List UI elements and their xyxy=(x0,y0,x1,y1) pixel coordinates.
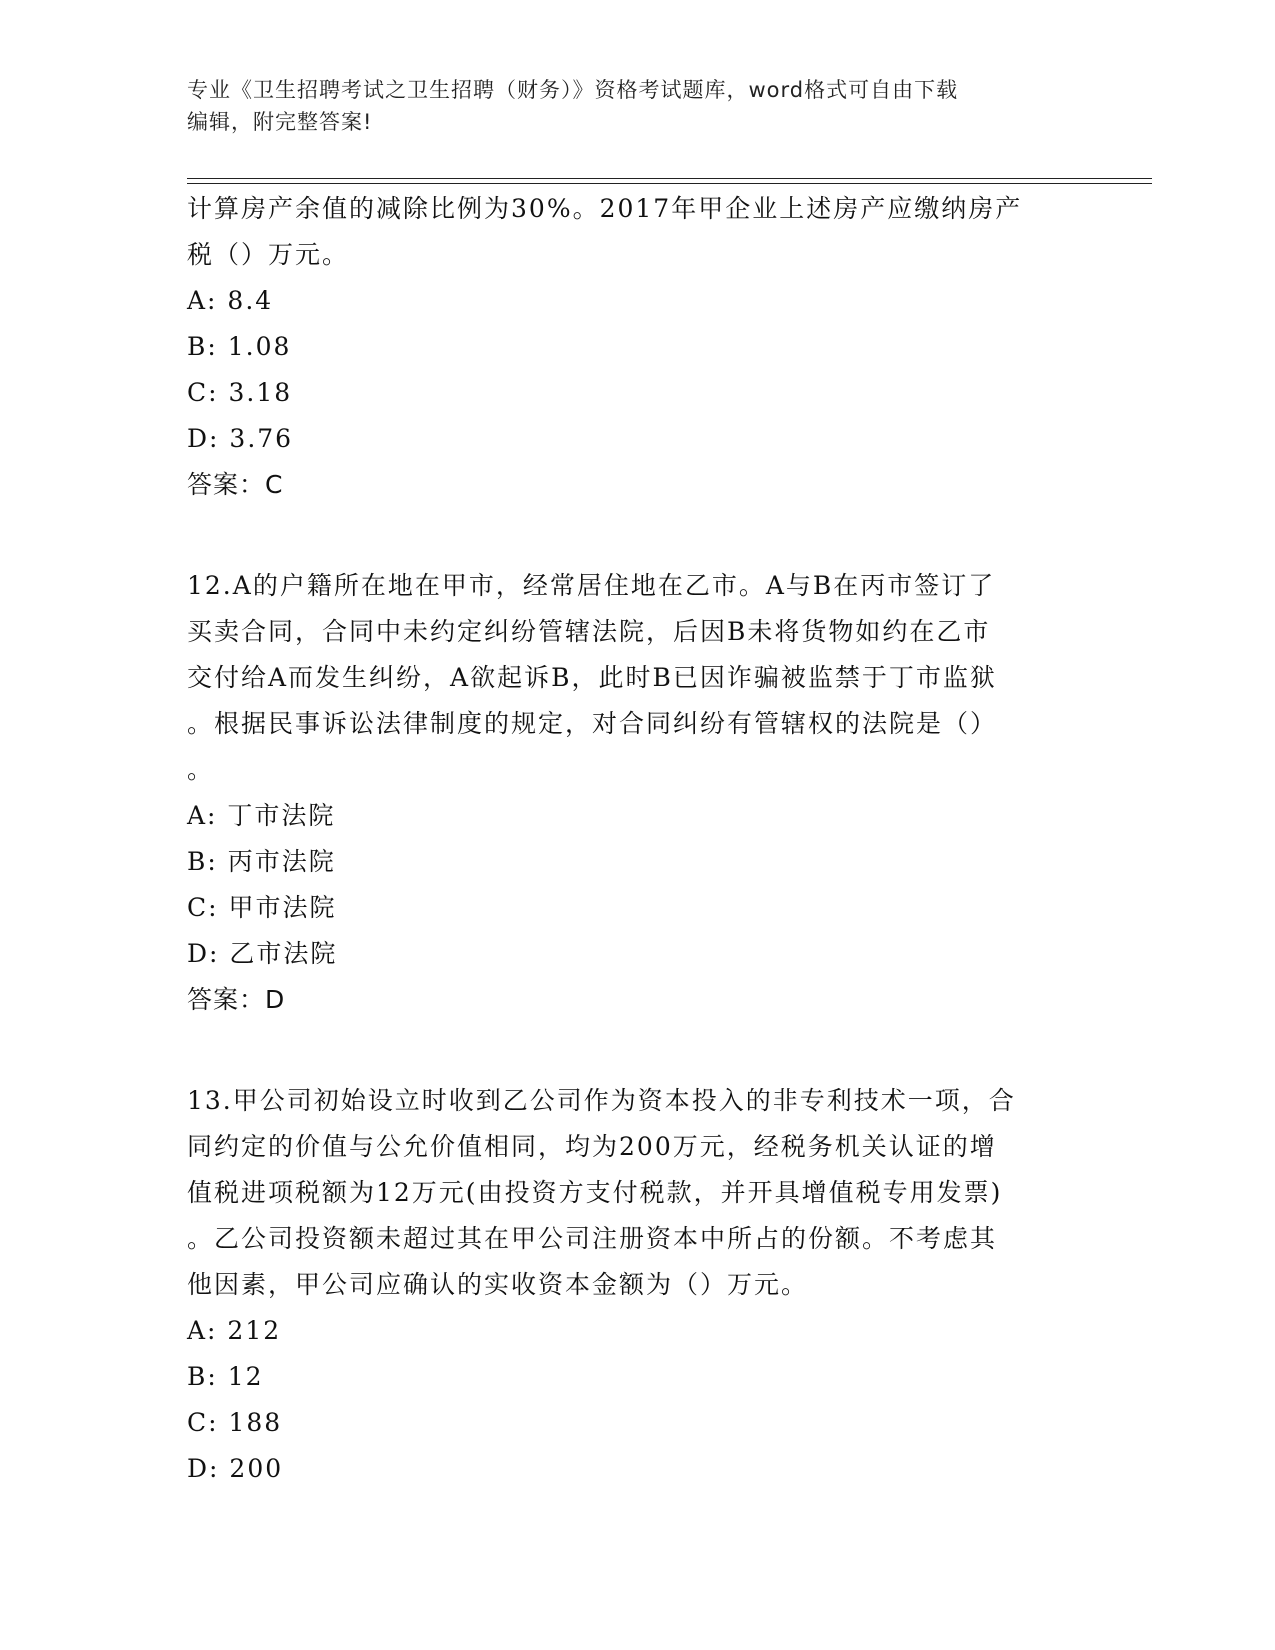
option-b: B: 12 xyxy=(187,1362,264,1391)
question-text-line: 计算房产余值的减除比例为30%。2017年甲企业上述房产应缴纳房产 xyxy=(187,194,1023,223)
header-divider-top xyxy=(187,178,1152,179)
question-text-line: 税（）万元。 xyxy=(187,240,350,269)
option-b: B: 1.08 xyxy=(187,332,292,361)
question-text-line: 交付给A而发生纠纷，A欲起诉B，此时B已因诈骗被监禁于丁市监狱 xyxy=(187,663,997,692)
question-text-line: 他因素，甲公司应确认的实收资本金额为（）万元。 xyxy=(187,1270,809,1299)
header-line-1: 专业《卫生招聘考试之卫生招聘（财务）》资格考试题库，word格式可自由下载 xyxy=(187,78,959,102)
question-text-line: 买卖合同，合同中未约定纠纷管辖法院，后因B未将货物如约在乙市 xyxy=(187,617,991,646)
option-a: A: 8.4 xyxy=(187,286,274,315)
document-body xyxy=(187,186,1087,1492)
question-spacer xyxy=(187,1023,1087,1078)
question-text-line: 。 xyxy=(187,755,215,784)
question-text-line: 同约定的价值与公允价值相同，均为200万元，经税务机关认证的增 xyxy=(187,1132,997,1161)
question-text-line: 12.A的户籍所在地在甲市，经常居住地在乙市。A与B在丙市签订了 xyxy=(187,571,996,600)
option-a: A: 212 xyxy=(187,1316,282,1345)
question-12 xyxy=(187,563,1087,1023)
option-d: D: 200 xyxy=(187,1454,284,1483)
option-c: C: 3.18 xyxy=(187,378,293,407)
document-header xyxy=(187,74,1087,138)
answer-line: 答案：C xyxy=(187,470,284,499)
option-a: A: 丁市法院 xyxy=(187,801,336,830)
question-11 xyxy=(187,186,1087,508)
option-b: B: 丙市法院 xyxy=(187,847,336,876)
option-d: D: 乙市法院 xyxy=(187,939,338,968)
option-c: C: 188 xyxy=(187,1408,283,1437)
question-text-line: 值税进项税额为12万元(由投资方支付税款，并开具增值税专用发票) xyxy=(187,1178,1003,1207)
question-spacer xyxy=(187,508,1087,563)
header-line-2: 编辑，附完整答案! xyxy=(187,110,373,134)
question-text-line: 。根据民事诉讼法律制度的规定，对合同纠纷有管辖权的法院是（） xyxy=(187,709,998,738)
header-divider-bottom xyxy=(187,183,1152,184)
answer-line: 答案：D xyxy=(187,985,286,1014)
question-13 xyxy=(187,1078,1087,1492)
question-text-line: 。乙公司投资额未超过其在甲公司注册资本中所占的份额。不考虑其 xyxy=(187,1224,998,1253)
option-c: C: 甲市法院 xyxy=(187,893,337,922)
option-d: D: 3.76 xyxy=(187,424,294,453)
question-text-line: 13.甲公司初始设立时收到乙公司作为资本投入的非专利技术一项，合 xyxy=(187,1086,1016,1115)
